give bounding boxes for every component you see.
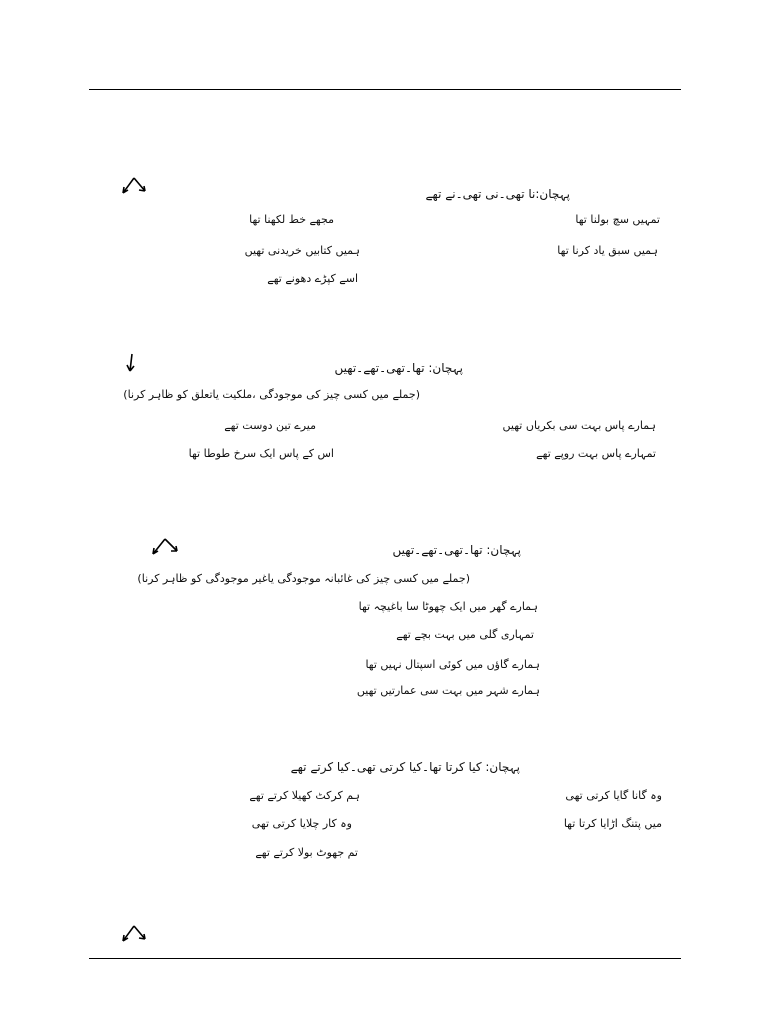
section3-item: تمہاری گلی میں بہت بچے تھے — [396, 628, 534, 641]
bottom-rule — [89, 958, 681, 959]
section3-item: ہمارے شہر میں بہت سی عمارتیں تھیں — [356, 684, 540, 697]
section4-item: میں پتنگ اڑایا کرتا تھا — [563, 817, 662, 830]
section2-item: اس کے پاس ایک سرخ طوطا تھا — [188, 447, 334, 460]
section4-heading: پہچان: کیا کرتا تھا۔کیا کرتی تھی۔کیا کرتے تھے — [290, 760, 520, 774]
section2-item: ہمارے پاس بہت سی بکریاں تھیں — [502, 419, 656, 432]
section1-heading: پہچان:نا تھی۔نی تھی۔نے تھے — [425, 187, 570, 201]
section4-item: وہ گانا گایا کرتی تھی — [565, 789, 662, 802]
section1-item: مجھے خط لکھنا تھا — [249, 213, 334, 226]
section1-item: ہمیں کتابیں خریدنی تھیں — [244, 244, 360, 257]
branch-arrow-icon — [120, 176, 148, 196]
section4-item: ہم کرکٹ کھیلا کرتے تھے — [249, 789, 360, 802]
section1-item: اسے کپڑے دھونے تھے — [267, 272, 358, 285]
section4-item: تم جھوٹ بولا کرتے تھے — [255, 846, 358, 859]
section2-item: تمہارے پاس بہت روپے تھے — [536, 447, 656, 460]
down-arrow-icon — [124, 352, 138, 374]
section1-item: ہمیں سبق یاد کرنا تھا — [557, 244, 658, 257]
top-rule — [89, 89, 681, 90]
branch-arrow-icon — [120, 924, 148, 944]
section2-heading: پہچان: تھا۔تھی۔تھے۔تھیں — [334, 361, 463, 375]
branch-arrow-icon — [150, 537, 180, 557]
section3-item: ہمارے گھر میں ایک چھوٹا سا باغیچہ تھا — [358, 600, 538, 613]
section1-item: تمہیں سچ بولنا تھا — [575, 213, 660, 226]
section3-item: ہمارے گاؤں میں کوئی اسپتال نہیں تھا — [365, 658, 540, 671]
section3-heading: پہچان: تھا۔تھی۔تھے۔تھیں — [392, 543, 521, 557]
section2-item: میرے تین دوست تھے — [224, 419, 316, 432]
section2-note: (جملے میں کسی چیز کی موجودگی ،ملکیت یاتعلق کو ظاہر کرنا) — [123, 388, 420, 401]
section3-note: (جملے میں کسی چیز کی غائبانہ موجودگی یاغیر موجودگی کو ظاہر کرنا) — [137, 572, 470, 585]
section4-item: وہ کار چلایا کرتی تھی — [251, 817, 352, 830]
